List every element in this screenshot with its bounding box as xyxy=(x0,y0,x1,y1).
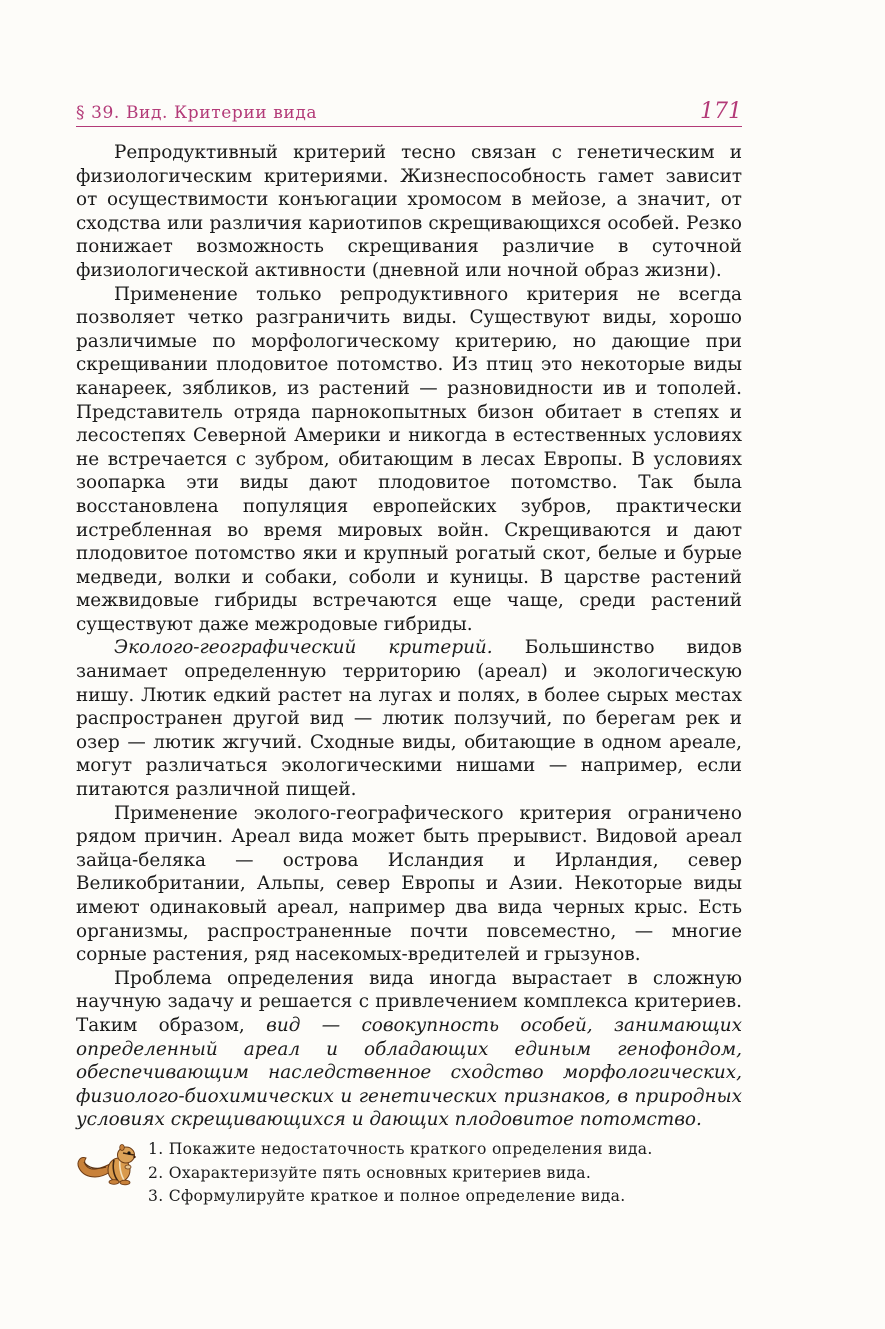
paragraph-reproductive-criterion: Репродуктивный критерий тесно связан с генетическим и физиологическим критериями. Жизнеспособность гамет зависит от осуществимости конъюгации хромосом в мейозе, а значит, от сходства или различия кариотипов скрещивающихся особей. Резко понижает возможность скрещивания различие в суточной физиологической активности (дневной или ночной образ жизни). xyxy=(76,142,742,281)
page-header xyxy=(76,96,742,127)
species-definition: вид — совокупность особей, занимающих определенный ареал и обладающих единым генофондом, обеспечивающим наследственное сходство морфологических, физиолого-биохимических и генетических признаков, в природных условиях скрещивающихся и дающих плодовитое потомство. xyxy=(76,1014,742,1131)
question-item: 2. Охарактеризуйте пять основных критериев вида. xyxy=(148,1163,592,1182)
paragraph-text: Проблема определения вида иногда вырастает в сложную научную задачу и решается с привлечением комплекса критериев. Таким образом, xyxy=(76,967,742,1036)
question-item: 3. Сформулируйте краткое и полное определение вида. xyxy=(148,1187,626,1205)
paragraph-text: Большинство видов занимает определенную территорию (ареал) и экологическую нишу. Лютик едкий растет на лугах и полях, в более сырых местах распространен другой вид — лютик ползучий, по берегам рек и озер — лютик жгучий. Сходные виды, обитающие в одном ареале, могут различаться экологическими нишами — например, если питаются различной пищей. xyxy=(76,637,742,801)
paragraph-reproductive-limits: Применение только репродуктивного критерия не всегда позволяет четко разграничить виды. Существуют виды, хорошо различимые по морфологическому критерию, но дающие при скрещивании плодовитое потомство. Из птиц это некоторые виды канареек, зябликов, из растений — разновидности ив и тополей. Представитель отряда парнокопытных бизон обитает в степях и лесостепях Северной Америки и никогда в естественных условиях не встречается с зубром, обитающим в лесах Европы. В условиях зоопарка эти виды дают плодовитое потомство. Так была восстановлена популяция европейских зубров, практически истребленная во время мировых войн. Скрещиваются и дают плодовитое потомство яки и крупный рогатый скот, белые и бурые медведи, волки и собаки, соболи и куницы. В царстве растений межвидовые гибриды встречаются еще чаще, среди растений существуют даже межродовые гибриды. xyxy=(76,283,742,635)
question-item: 1. Покажите недостаточность краткого определения вида. xyxy=(148,1140,653,1158)
paragraph-eco-geographic-criterion xyxy=(76,636,742,801)
chipmunk-icon xyxy=(76,1142,138,1186)
section-title: § 39. Вид. Критерии вида xyxy=(76,103,318,123)
term-eco-geographic: Эколого-географический критерий. xyxy=(114,637,493,659)
review-questions xyxy=(76,1138,742,1228)
main-text xyxy=(76,141,742,1132)
page-number: 171 xyxy=(700,99,742,124)
paragraph-species-definition xyxy=(76,967,742,1132)
paragraph-eco-geographic-limits: Применение эколого-географического критерия ограничено рядом причин. Ареал вида может быть прерывист. Видовой ареал зайца-беляка — острова Исландия и Ирландия, север Великобритании, Альпы, север Европы и Азии. Некоторые виды имеют одинаковый ареал, например два вида черных крыс. Есть организмы, распространенные почти повсеместно, — многие сорные растения, ряд насекомых-вредителей и грызунов. xyxy=(76,802,742,966)
question-list xyxy=(148,1138,742,1209)
